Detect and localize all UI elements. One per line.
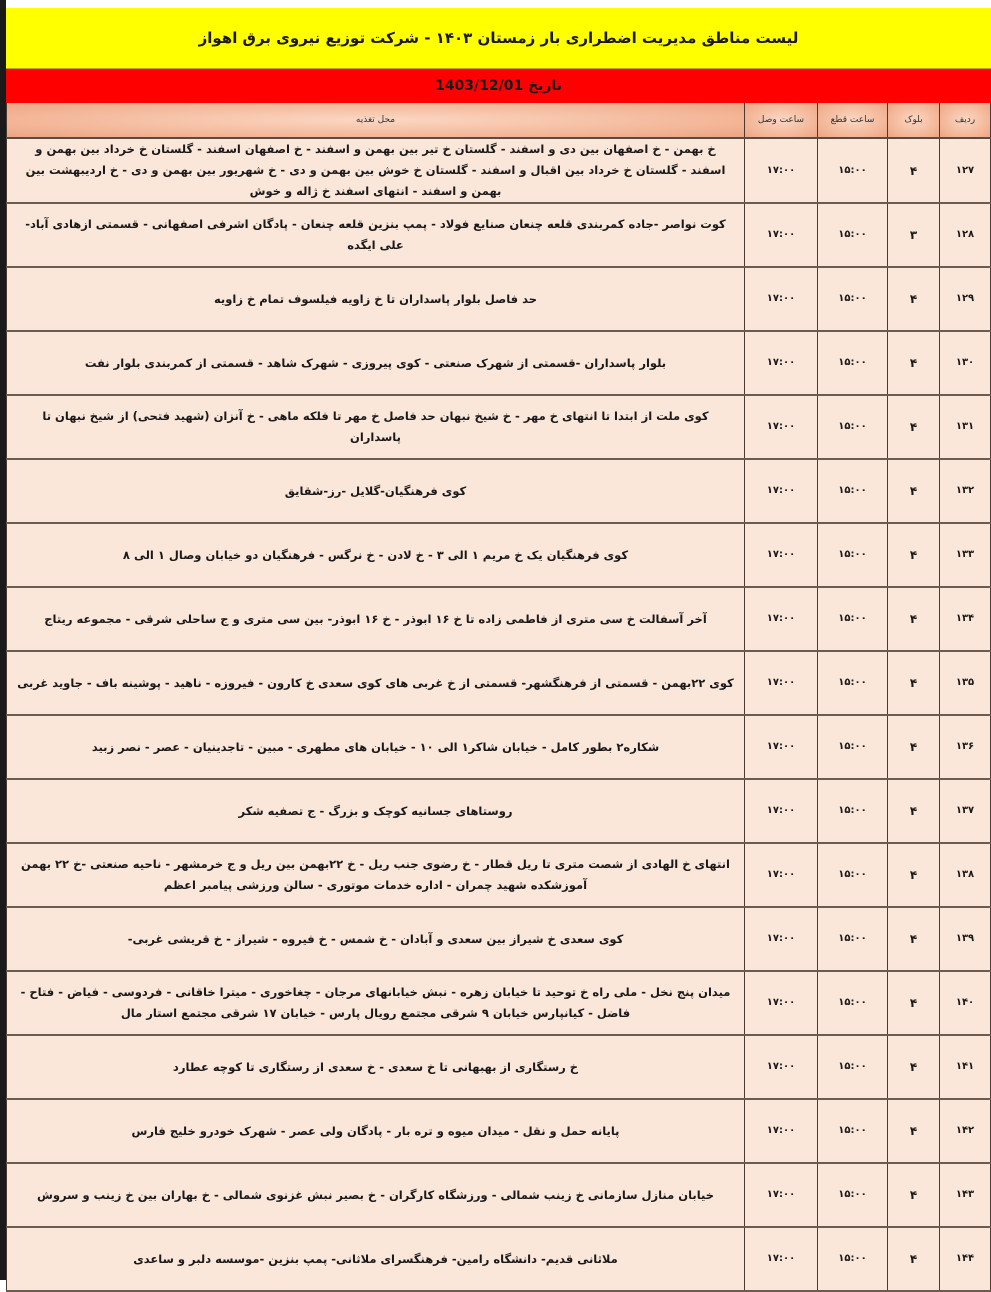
cell-radif: ۱۲۸ (940, 203, 991, 267)
cell-radif: ۱۴۰ (940, 971, 991, 1035)
cell-cut-time: ۱۵:۰۰ (818, 138, 888, 203)
header-connect-time: ساعت وصل (745, 103, 818, 138)
cell-cut-time: ۱۵:۰۰ (818, 971, 888, 1035)
cell-area: کوی سعدی خ شیراز بین سعدی و آبادان - خ شمس - خ فیروه - شیراز - خ قریشی غربی- (7, 907, 745, 971)
cell-cut-time: ۱۵:۰۰ (818, 267, 888, 331)
cell-connect-time: ۱۷:۰۰ (745, 1227, 818, 1291)
table-row (7, 395, 991, 459)
header-radif: ردیف (940, 103, 991, 138)
cell-block: ۴ (888, 1163, 940, 1227)
cell-block: ۴ (888, 971, 940, 1035)
table-row (7, 1035, 991, 1099)
cell-connect-time: ۱۷:۰۰ (745, 523, 818, 587)
table-row (7, 651, 991, 715)
cell-radif: ۱۳۶ (940, 715, 991, 779)
table-row (7, 1163, 991, 1227)
cell-cut-time: ۱۵:۰۰ (818, 523, 888, 587)
cell-area: کوی فرهنگیان یک خ مریم ۱ الی ۳ - خ لادن - خ نرگس - فرهنگیان دو خیابان وصال ۱ الی ۸ (7, 523, 745, 587)
cell-cut-time: ۱۵:۰۰ (818, 459, 888, 523)
cell-block: ۴ (888, 715, 940, 779)
cell-radif: ۱۳۲ (940, 459, 991, 523)
cell-area: خ بهمن - خ اصفهان بین دی و اسفند - گلستان خ تیر بین بهمن و اسفند - خ اصفهان اسفند - گلستان خ خرداد بین بهمن و اسفند - گلستان خ خرداد بین اقبال و اسفند - گلستان خ خوش بین بهمن و دی - خ شهریور بین بهمن و دی - خ اردیبهشت بین بهمن و اسفند - انتهای اسفند خ ژاله و خوش (7, 138, 745, 203)
table-row (7, 843, 991, 907)
cell-cut-time: ۱۵:۰۰ (818, 1163, 888, 1227)
table-row (7, 1227, 991, 1291)
cell-radif: ۱۴۴ (940, 1227, 991, 1291)
cell-area: خ رستگاری از بهبهانی تا خ سعدی - خ سعدی از رستگاری تا کوچه عطارد (7, 1035, 745, 1099)
cell-cut-time: ۱۵:۰۰ (818, 1227, 888, 1291)
cell-area: کوت نواصر -جاده کمربندی قلعه چنعان صنایع فولاد - پمپ بنزین قلعه چنعان - پادگان اشرفی اصفهانی - قسمتی ازهادی آباد- علی ایگده (7, 203, 745, 267)
cell-connect-time: ۱۷:۰۰ (745, 459, 818, 523)
cell-cut-time: ۱۵:۰۰ (818, 587, 888, 651)
table-row (7, 715, 991, 779)
cell-area: پایانه حمل و نقل - میدان میوه و تره بار - پادگان ولی عصر - شهرک خودرو خلیج فارس (7, 1099, 745, 1163)
cell-radif: ۱۳۵ (940, 651, 991, 715)
table-row (7, 267, 991, 331)
cell-connect-time: ۱۷:۰۰ (745, 1099, 818, 1163)
cell-connect-time: ۱۷:۰۰ (745, 907, 818, 971)
cell-area: میدان پنج نخل - ملی راه خ توحید تا خیابان زهره - نبش خیابانهای مرجان - چغاخوری - میترا خاقانی - فردوسی - فیاض - فتاح - فاضل - کیانپارس خیابان ۹ شرقی مجتمع رویال پارس - خیابان ۱۷ شرقی مجتمع استار مال (7, 971, 745, 1035)
header-cut-time: ساعت قطع (818, 103, 888, 138)
table-row (7, 459, 991, 523)
cell-connect-time: ۱۷:۰۰ (745, 267, 818, 331)
cell-area: ملاثانی قدیم- دانشگاه رامین- فرهنگسرای ملاثانی- پمپ بنزین -موسسه دلبر و ساعدی (7, 1227, 745, 1291)
cell-radif: ۱۴۳ (940, 1163, 991, 1227)
cell-area: روستاهای جسانیه کوچک و بزرگ - ج تصفیه شکر (7, 779, 745, 843)
cell-block: ۴ (888, 587, 940, 651)
cell-cut-time: ۱۵:۰۰ (818, 779, 888, 843)
cell-area: کوی ۲۲بهمن - قسمتی از فرهنگشهر- قسمتی از خ غربی های کوی سعدی خ کارون - فیروزه - ناهید - پوشینه باف - جاوید غربی (7, 651, 745, 715)
cell-connect-time: ۱۷:۰۰ (745, 331, 818, 395)
cell-cut-time: ۱۵:۰۰ (818, 1099, 888, 1163)
date-band (6, 69, 991, 103)
cell-cut-time: ۱۵:۰۰ (818, 203, 888, 267)
cell-radif: ۱۴۲ (940, 1099, 991, 1163)
cell-radif: ۱۳۰ (940, 331, 991, 395)
cell-radif: ۱۲۷ (940, 138, 991, 203)
cell-block: ۴ (888, 138, 940, 203)
cell-block: ۳ (888, 203, 940, 267)
cell-block: ۴ (888, 1099, 940, 1163)
cell-area: شکاره۲ بطور کامل - خیابان شاکر۱ الی ۱۰ - خیابان های مطهری - مبین - تاجدینیان - عصر - نصر زبید (7, 715, 745, 779)
cell-block: ۴ (888, 843, 940, 907)
cell-connect-time: ۱۷:۰۰ (745, 843, 818, 907)
cell-block: ۴ (888, 779, 940, 843)
date-label: تاریخ 1403/12/01 (435, 78, 562, 94)
cell-block: ۴ (888, 523, 940, 587)
cell-radif: ۱۴۱ (940, 1035, 991, 1099)
cell-area: کوی فرهنگیان-گلایل -رز-شقایق (7, 459, 745, 523)
cell-block: ۴ (888, 907, 940, 971)
cell-connect-time: ۱۷:۰۰ (745, 395, 818, 459)
cell-area: آخر آسفالت خ سی متری از فاطمی زاده تا خ ۱۶ ابوذر - خ ۱۶ ابوذر- بین سی متری و ج ساحلی شرقی - مجموعه ریتاج (7, 587, 745, 651)
cell-area: خیابان منازل سازمانی خ زینب شمالی - ورزشگاه کارگران - خ بصیر نبش غزنوی شمالی - خ بهاران بین خ زینب و سروش (7, 1163, 745, 1227)
cell-cut-time: ۱۵:۰۰ (818, 715, 888, 779)
table-row (7, 138, 991, 203)
cell-connect-time: ۱۷:۰۰ (745, 1163, 818, 1227)
table-row (7, 523, 991, 587)
cell-connect-time: ۱۷:۰۰ (745, 1035, 818, 1099)
cell-cut-time: ۱۵:۰۰ (818, 331, 888, 395)
cell-connect-time: ۱۷:۰۰ (745, 138, 818, 203)
table-row (7, 587, 991, 651)
cell-cut-time: ۱۵:۰۰ (818, 907, 888, 971)
cell-radif: ۱۳۴ (940, 587, 991, 651)
cell-radif: ۱۳۳ (940, 523, 991, 587)
outage-schedule-sheet (6, 8, 991, 1292)
cell-block: ۴ (888, 267, 940, 331)
cell-radif: ۱۳۸ (940, 843, 991, 907)
cell-cut-time: ۱۵:۰۰ (818, 843, 888, 907)
cell-block: ۴ (888, 1227, 940, 1291)
table-row (7, 1099, 991, 1163)
table-row (7, 779, 991, 843)
table-row (7, 907, 991, 971)
cell-block: ۴ (888, 331, 940, 395)
cell-cut-time: ۱۵:۰۰ (818, 395, 888, 459)
cell-area: حد فاصل بلوار پاسداران تا خ زاویه فیلسوف تمام خ زاویه (7, 267, 745, 331)
cell-connect-time: ۱۷:۰۰ (745, 587, 818, 651)
outage-table (6, 103, 991, 1292)
table-row (7, 331, 991, 395)
header-block: بلوک (888, 103, 940, 138)
cell-connect-time: ۱۷:۰۰ (745, 203, 818, 267)
cell-block: ۴ (888, 1035, 940, 1099)
cell-block: ۴ (888, 651, 940, 715)
header-area: محل تغذیه (7, 103, 745, 138)
cell-area: کوی ملت از ابتدا تا انتهای خ مهر - خ شیخ نبهان حد فاصل خ مهر تا فلکه ماهی - خ آنزان (شهید فتحی) از شیخ نبهان تا پاسداران (7, 395, 745, 459)
cell-radif: ۱۳۱ (940, 395, 991, 459)
table-header-row (7, 103, 991, 138)
cell-cut-time: ۱۵:۰۰ (818, 1035, 888, 1099)
cell-area: بلوار پاسداران -قسمتی از شهرک صنعتی - کوی پیروزی - شهرک شاهد - قسمتی از کمربندی بلوار نفت (7, 331, 745, 395)
cell-area: انتهای خ الهادی از شصت متری تا ریل قطار - خ رضوی جنب ریل - خ ۲۲بهمن بین ریل و ج خرمشهر - ناحیه صنعتی -خ ۲۲ بهمن آموزشکده شهید چمران - اداره خدمات موتوری - سالن ورزشی پیامبر اعظم (7, 843, 745, 907)
cell-connect-time: ۱۷:۰۰ (745, 779, 818, 843)
cell-radif: ۱۲۹ (940, 267, 991, 331)
cell-block: ۴ (888, 459, 940, 523)
table-row (7, 971, 991, 1035)
cell-connect-time: ۱۷:۰۰ (745, 651, 818, 715)
table-row (7, 203, 991, 267)
cell-radif: ۱۳۹ (940, 907, 991, 971)
document-title-band (6, 8, 991, 69)
document-title: لیست مناطق مدیریت اضطراری بار زمستان ۱۴۰۳ - شرکت توزیع نیروی برق اهواز (198, 29, 799, 47)
cell-connect-time: ۱۷:۰۰ (745, 715, 818, 779)
cell-block: ۴ (888, 395, 940, 459)
cell-connect-time: ۱۷:۰۰ (745, 971, 818, 1035)
cell-cut-time: ۱۵:۰۰ (818, 651, 888, 715)
cell-radif: ۱۳۷ (940, 779, 991, 843)
